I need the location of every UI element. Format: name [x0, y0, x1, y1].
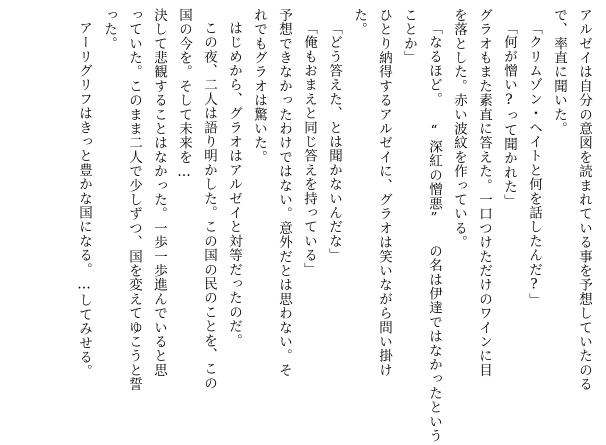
text-line: アーリグリフはきっと豊かな国になる。…してみせる。 [76, 21, 92, 379]
text-line: アルゼイは自分の意図を読まれている事を予想していたのる [576, 8, 592, 392]
text-line: 決して悲観することはなかった。一歩一歩進んでいると思 [151, 8, 167, 378]
text-line: 予想できなかったわけではない。意外だとは思わない。そ [276, 8, 292, 378]
text-line: 「クリムゾン・ヘイトと何を話したんだ?」 [526, 21, 542, 308]
text-line: この夜、二人は語り明かした。この国の民のことを、この [201, 21, 217, 391]
text-line: グラオもまた素直に答えた。一口つけただけのワインに目 [476, 8, 492, 378]
vertical-text-body [8, 8, 596, 443]
text-line: っていた。このまま二人で少しずつ、国を変えてゆこうと誓 [126, 8, 142, 392]
text-line: った。 [101, 8, 117, 51]
text-line: 「なるほど。 “深紅の憎悪” の名は伊達ではなかったという [426, 21, 442, 443]
text-line: ひとり納得するアルゼイに、グラオは笑いながら問い掛け [376, 8, 392, 378]
text-line: ことか」 [401, 8, 417, 65]
text-line: た。 [351, 8, 367, 37]
text-line: 「俺もおまえと同じ答えを持っている」 [301, 21, 317, 277]
text-line: を落とした。赤い波紋を作っている。 [451, 8, 467, 250]
text-line: れでもグラオは驚いた。 [251, 8, 267, 165]
text-line: 「何が憎い?って聞かれた」 [501, 21, 517, 209]
text-line: で、率直に聞いた。 [551, 8, 567, 136]
text-line: 国の今を。そして未来を… [176, 8, 192, 181]
text-line: 「どう答えた、とは聞かないんだな」 [326, 21, 342, 263]
text-line: はじめから、グラオはアルゼイと対等だったのだ。 [226, 21, 242, 348]
